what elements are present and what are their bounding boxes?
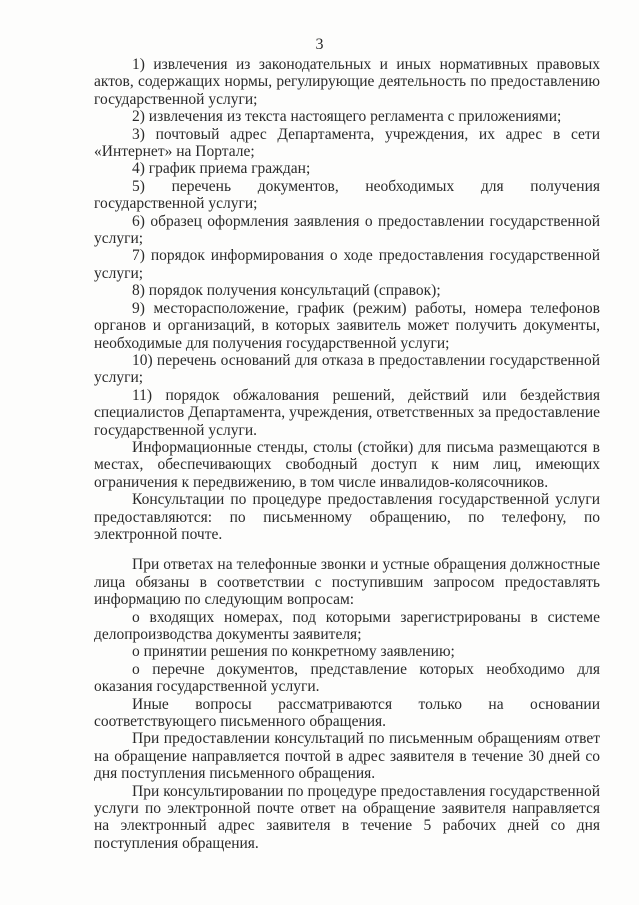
- paragraph-other-questions: Иные вопросы рассматриваются только на основании соответствующего письменного обращения.: [94, 695, 600, 731]
- list-item-4: 4) график приема граждан;: [132, 160, 311, 178]
- paragraph-email-consultations: При консультировании по процедуре предоставления государственной услуги по электронной почте ответ на обращение заявителя направляется на электронный адрес заявителя в течение 5 рабочих дней со дня поступления обращения.: [94, 782, 600, 852]
- document-body: [94, 56, 600, 852]
- paragraph-phone-answers: При ответах на телефонные звонки и устные обращения должностные лица обязаны в соответствии с поступившим запросом предоставлять информацию по следующим вопросам:: [94, 556, 600, 609]
- list-item-11: 11) порядок обжалования решений, действий или бездействия специалистов Департамента, учреждения, ответственных за предоставление государственной услуги.: [94, 386, 600, 439]
- list-item-1: 1) извлечения из законодательных и иных нормативных правовых актов, содержащих нормы, регулирующие деятельность по предоставлению государственной услуги;: [94, 56, 600, 108]
- paragraph-incoming-numbers: о входящих номерах, под которыми зарегистрированы в системе делопроизводства документы заявителя;: [94, 608, 600, 643]
- list-item-8: 8) порядок получения консультаций (справок);: [132, 282, 441, 300]
- paragraph-info-stands: Информационные стенды, столы (стойки) для письма размещаются в местах, обеспечивающих свободный доступ к ним лиц, имеющих ограничения к передвижению, в том числе инвалидов-колясочников.: [94, 438, 600, 491]
- paragraph-written-consultations: При предоставлении консультаций по письменным обращениям ответ на обращение направляется почтой в адрес заявителя в течение 30 дней со дня поступления письменного обращения.: [94, 730, 600, 783]
- list-item-6: 6) образец оформления заявления о предоставлении государственной услуги;: [94, 212, 600, 248]
- list-item-3: 3) почтовый адрес Департамента, учреждения, их адрес в сети «Интернет» на Портале;: [94, 125, 600, 161]
- page-number: 3: [315, 36, 324, 53]
- list-item-7: 7) порядок информирования о ходе предоставления государственной услуги;: [94, 247, 600, 282]
- list-item-2: 2) извлечения из текста настоящего регламента с приложениями;: [132, 108, 562, 126]
- paragraph-decision: о принятии решения по конкретному заявлению;: [132, 643, 455, 661]
- paragraph-consultations: Консультации по процедуре предоставления государственной услуги предоставляются: по письменному обращению, по телефону, по электронной почте.: [94, 491, 600, 543]
- list-item-10: 10) перечень оснований для отказа в предоставлении государственной услуги;: [94, 351, 600, 387]
- list-item-5: 5) перечень документов, необходимых для получения государственной услуги;: [94, 177, 600, 213]
- list-item-9: 9) месторасположение, график (режим) работы, номера телефонов органов и организаций, в которых заявитель может получить документы, необходимые для получения государственной услуги;: [94, 299, 600, 352]
- paragraph-document-list: о перечне документов, представление которых необходимо для оказания государственной услуги.: [94, 660, 600, 696]
